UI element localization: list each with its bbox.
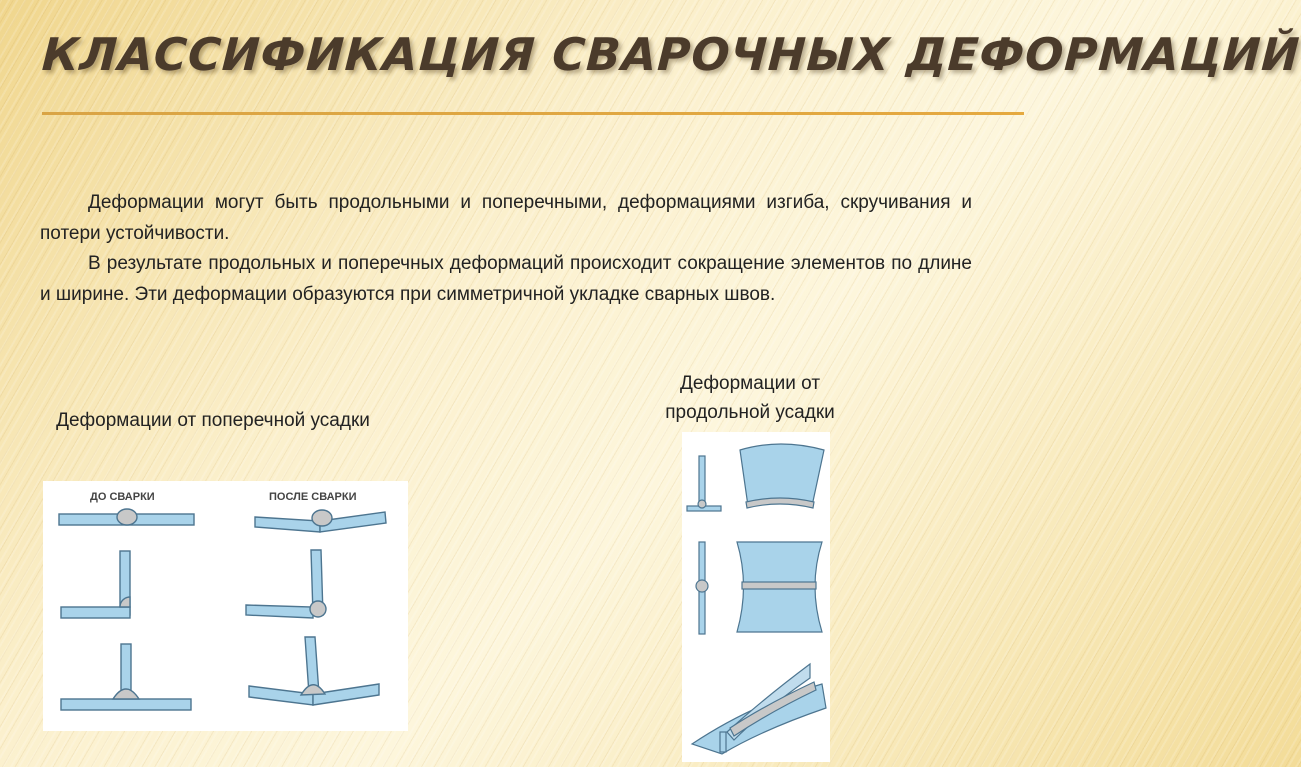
corner-joint-after (246, 550, 326, 618)
longitudinal-shrinkage-figure (682, 432, 830, 762)
corner-joint-before (61, 551, 130, 618)
title-divider (42, 112, 1024, 115)
transverse-shrinkage-illustration (43, 481, 408, 731)
plate-bent-ends (740, 444, 824, 508)
paragraph-1: Деформации могут быть продольными и поперечными, деформациями изгиба, скручивания и потери устойчивости. (40, 192, 972, 244)
plate-curved-t-joint (692, 664, 826, 754)
section-butt-1 (696, 542, 708, 634)
transverse-shrinkage-figure (43, 481, 408, 731)
slide-title: КЛАССИФИКАЦИЯ СВАРОЧНЫХ ДЕФОРМАЦИЙ (40, 28, 1301, 81)
section-fillet-1 (687, 456, 721, 511)
butt-joint-after (255, 510, 386, 532)
paragraph-2: В результате продольных и поперечных деформаций происходит сокращение элементов по длине и ширине. Эти деформации образуются при симметричной укладке сварных швов. (40, 253, 972, 305)
t-joint-after (249, 637, 379, 705)
after-welding-label: ПОСЛЕ СВАРКИ (269, 491, 357, 503)
caption-longitudinal-shrinkage: Деформации от продольной усадки (665, 373, 835, 423)
caption-transverse-shrinkage: Деформации от поперечной усадки (56, 410, 370, 431)
butt-joint-before (59, 509, 194, 525)
longitudinal-shrinkage-illustration (682, 432, 830, 762)
plate-waisted (737, 542, 822, 632)
before-welding-label: ДО СВАРКИ (90, 491, 155, 503)
t-joint-before (61, 644, 191, 710)
body-text (40, 188, 972, 310)
